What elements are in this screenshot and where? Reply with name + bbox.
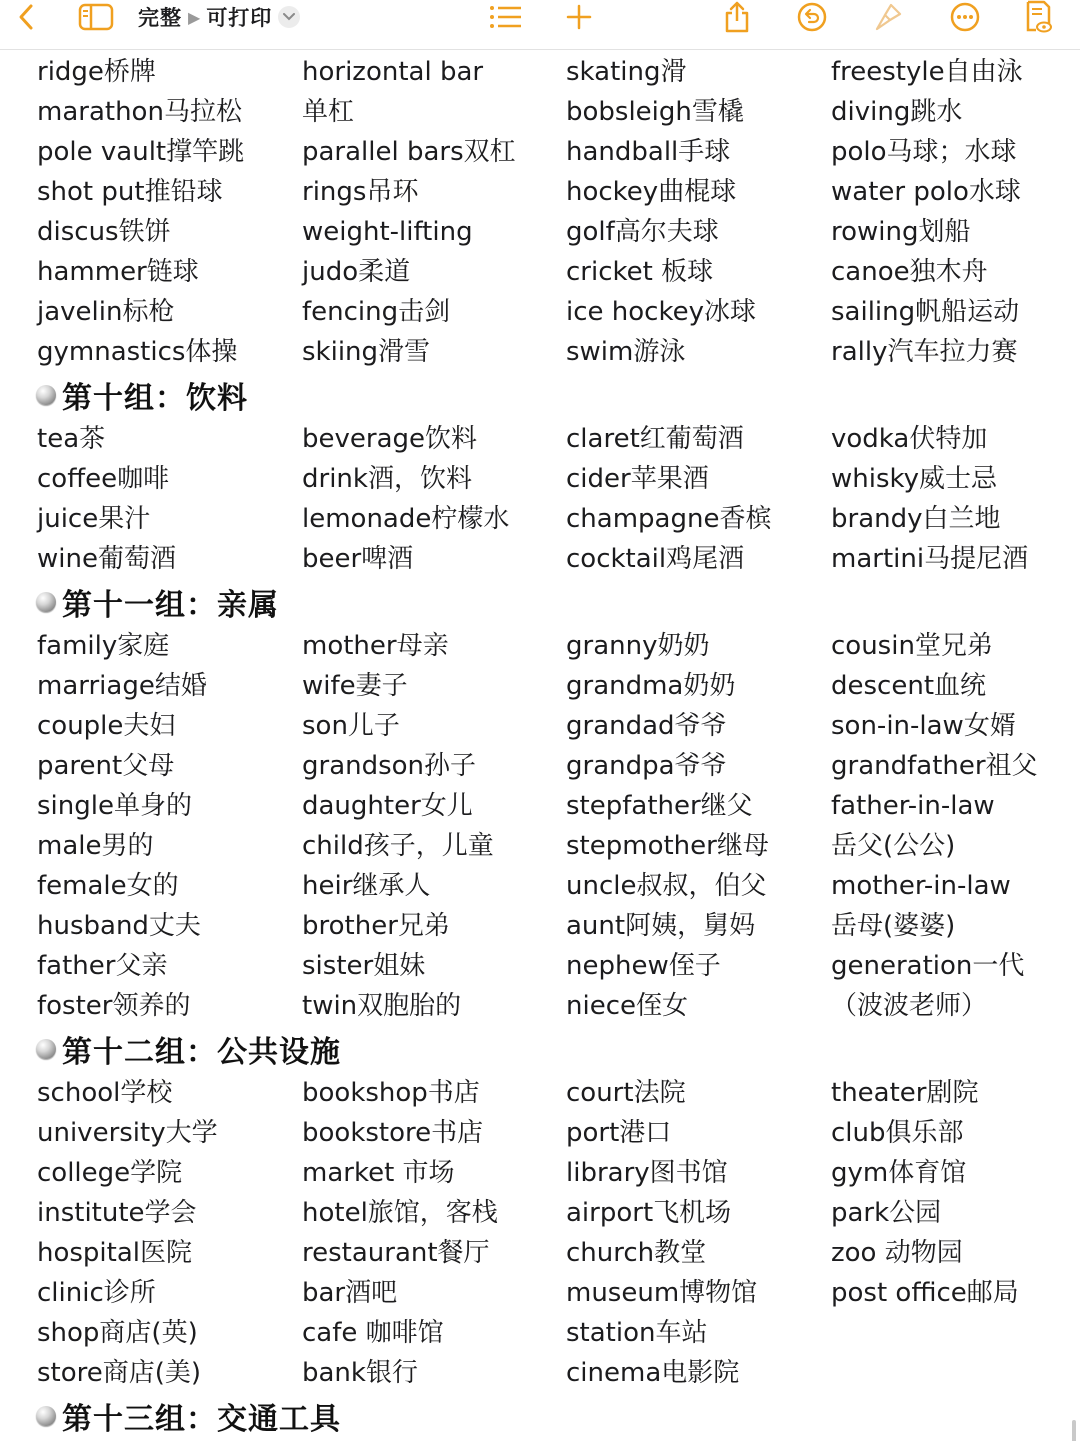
- vocab-entry: generation一代: [831, 951, 1025, 981]
- vocab-entry: husband丈夫: [37, 911, 201, 941]
- vocab-entry: father父亲: [37, 951, 168, 981]
- vocab-entry: father-in-law: [831, 791, 995, 821]
- vocab-entry: male男的: [37, 831, 154, 861]
- more-icon: [950, 2, 980, 32]
- toolbar: [0, 0, 1080, 50]
- vocab-entry: 单杠: [302, 97, 355, 127]
- vocab-entry: marriage结婚: [37, 671, 207, 701]
- vocab-entry: rings吊环: [302, 177, 419, 207]
- vocab-entry: horizontal bar: [302, 57, 484, 87]
- vocab-entry: theater剧院: [831, 1078, 979, 1108]
- vocab-entry: swim游泳: [566, 337, 686, 367]
- vocab-entry: child孩子，儿童: [302, 831, 494, 861]
- vocab-entry: whisky威士忌: [831, 464, 998, 494]
- vocab-entry: canoe独木舟: [831, 257, 988, 287]
- back-icon: [17, 3, 35, 31]
- vocab-entry: church教堂: [566, 1238, 707, 1268]
- vocab-entry: sailing帆船运动: [831, 297, 1020, 327]
- vocab-entry: college学院: [37, 1158, 183, 1188]
- vocab-entry: court法院: [566, 1078, 686, 1108]
- vocab-entry: grandad爷爷: [566, 711, 727, 741]
- vocab-entry: martini马提尼酒: [831, 544, 1029, 574]
- vocab-entry: nephew侄子: [566, 951, 721, 981]
- vocab-entry: 岳父(公公): [831, 831, 956, 861]
- vocab-entry: cricket 板球: [566, 257, 714, 287]
- vocab-entry: grandpa爷爷: [566, 751, 727, 781]
- vocab-entry: stepfather继父: [566, 791, 753, 821]
- vocab-entry: handball手球: [566, 137, 731, 167]
- share-icon: [723, 1, 751, 33]
- vocab-entry: marathon马拉松: [37, 97, 242, 127]
- vocab-entry: sister姐妹: [302, 951, 426, 981]
- vocab-entry: store商店(美): [37, 1358, 202, 1388]
- document-body[interactable]: [0, 50, 1080, 1441]
- vocab-entry: 岳母(婆婆): [831, 911, 956, 941]
- vocab-entry: judo柔道: [302, 257, 411, 287]
- vocab-entry: university大学: [37, 1118, 218, 1148]
- vocab-entry: vodka伏特加: [831, 424, 988, 454]
- vocab-entry: parallel bars双杠: [302, 137, 516, 167]
- section-heading: [36, 579, 279, 625]
- vocab-entry: couple夫妇: [37, 711, 176, 741]
- vocab-entry: gymnastics体操: [37, 337, 238, 367]
- vocab-entry: daughter女儿: [302, 791, 473, 821]
- title-menu-button[interactable]: [278, 6, 300, 28]
- vocab-entry: skiing滑雪: [302, 337, 431, 367]
- title-text: 完整: [138, 6, 182, 30]
- vocab-entry: discus铁饼: [37, 217, 171, 247]
- vocab-entry: market 市场: [302, 1158, 455, 1188]
- vocab-entry: skating滑: [566, 57, 687, 87]
- vocab-entry: gym体育馆: [831, 1158, 967, 1188]
- view-options-button[interactable]: [1022, 0, 1054, 34]
- vocab-entry: bookstore书店: [302, 1118, 484, 1148]
- vocab-entry: descent血统: [831, 671, 987, 701]
- section-heading-text: 第十组：饮料: [62, 381, 248, 416]
- vocab-entry: grandma奶奶: [566, 671, 736, 701]
- add-button[interactable]: [563, 0, 595, 34]
- vocab-entry: freestyle自由泳: [831, 57, 1023, 87]
- view-options-icon: [1024, 0, 1052, 34]
- chevron-down-icon: [283, 13, 295, 21]
- section-heading-text: 第十二组：公共设施: [62, 1035, 341, 1070]
- bullet-icon: [36, 592, 56, 612]
- list-button[interactable]: [486, 0, 526, 34]
- vocab-entry: juice果汁: [37, 504, 151, 534]
- section-heading: [36, 1393, 341, 1439]
- vocab-entry: clinic诊所: [37, 1278, 156, 1308]
- vocab-entry: bobsleigh雪橇: [566, 97, 744, 127]
- vocab-entry: cider苹果酒: [566, 464, 709, 494]
- vocab-entry: beverage饮料: [302, 424, 478, 454]
- vocab-entry: cinema电影院: [566, 1358, 740, 1388]
- vocab-entry: parent父母: [37, 751, 175, 781]
- title-glyph: ▶: [188, 7, 201, 27]
- vocab-entry: water polo水球: [831, 177, 1021, 207]
- vocab-entry: zoo 动物园: [831, 1238, 963, 1268]
- vocab-entry: school学校: [37, 1078, 173, 1108]
- vocab-entry: heir继承人: [302, 871, 431, 901]
- sidebar-icon: [78, 3, 114, 31]
- bullet-icon: [36, 1039, 56, 1059]
- vocab-entry: son-in-law女婿: [831, 711, 1016, 741]
- vocab-entry: rally汽车拉力赛: [831, 337, 1018, 367]
- vocab-entry: bookshop书店: [302, 1078, 480, 1108]
- vocab-entry: drink酒，饮料: [302, 464, 472, 494]
- bullet-icon: [36, 385, 56, 405]
- vocab-entry: single单身的: [37, 791, 192, 821]
- vocab-entry: beer啤酒: [302, 544, 414, 574]
- share-button[interactable]: [720, 0, 754, 34]
- undo-button[interactable]: [794, 0, 830, 34]
- sidebar-button[interactable]: [76, 0, 116, 34]
- vocab-entry: foster领养的: [37, 991, 191, 1021]
- vocab-entry: javelin标枪: [37, 297, 175, 327]
- vocab-entry: aunt阿姨，舅妈: [566, 911, 756, 941]
- vocab-entry: granny奶奶: [566, 631, 710, 661]
- vocab-entry: hammer链球: [37, 257, 199, 287]
- plus-icon: [566, 4, 592, 30]
- vocab-entry: rowing划船: [831, 217, 971, 247]
- vocab-entry: bar酒吧: [302, 1278, 398, 1308]
- vocab-entry: cocktail鸡尾酒: [566, 544, 745, 574]
- bullet-icon: [36, 1406, 56, 1426]
- vocab-entry: golf高尔夫球: [566, 217, 719, 247]
- vocab-entry: cafe 咖啡馆: [302, 1318, 444, 1348]
- more-button[interactable]: [947, 0, 983, 34]
- undo-icon: [797, 2, 827, 32]
- vocab-entry: post office邮局: [831, 1278, 1019, 1308]
- vocab-entry: female女的: [37, 871, 179, 901]
- section-heading-text: 第十一组：亲属: [62, 588, 279, 623]
- vocab-entry: coffee咖啡: [37, 464, 170, 494]
- vocab-entry: park公园: [831, 1198, 942, 1228]
- vocab-entry: lemonade柠檬水: [302, 504, 510, 534]
- vocab-entry: niece侄女: [566, 991, 688, 1021]
- vocab-entry: cousin堂兄弟: [831, 631, 993, 661]
- brush-button[interactable]: [870, 0, 906, 34]
- vocab-entry: hospital医院: [37, 1238, 193, 1268]
- vocab-entry: uncle叔叔，伯父: [566, 871, 767, 901]
- vocab-entry: brother兄弟: [302, 911, 450, 941]
- vocab-entry: pole vault撑竿跳: [37, 137, 245, 167]
- vocab-entry: restaurant餐厅: [302, 1238, 490, 1268]
- vocab-entry: （波波老师）: [831, 991, 988, 1021]
- vocab-entry: library图书馆: [566, 1158, 728, 1188]
- vocab-entry: champagne香槟: [566, 504, 772, 534]
- vocab-entry: hockey曲棍球: [566, 177, 737, 207]
- vocab-entry: bank银行: [302, 1358, 418, 1388]
- vocab-entry: ridge桥牌: [37, 57, 156, 87]
- list-icon: [489, 4, 523, 30]
- vocab-entry: tea茶: [37, 424, 106, 454]
- vocab-entry: mother母亲: [302, 631, 449, 661]
- vocab-entry: grandson孙子: [302, 751, 477, 781]
- vocab-entry: ice hockey冰球: [566, 297, 756, 327]
- brush-icon: [873, 2, 903, 32]
- vocab-entry: twin双胞胎的: [302, 991, 462, 1021]
- vocab-entry: shop商店(英): [37, 1318, 198, 1348]
- vocab-entry: mother-in-law: [831, 871, 1011, 901]
- section-heading-text: 第十三组：交通工具: [62, 1402, 341, 1437]
- title-suffix: 可打印: [206, 6, 273, 30]
- back-button[interactable]: [10, 0, 42, 34]
- vocab-entry: shot put推铅球: [37, 177, 223, 207]
- document-title[interactable]: [138, 2, 300, 32]
- vocab-entry: hotel旅馆，客栈: [302, 1198, 498, 1228]
- vocab-entry: grandfather祖父: [831, 751, 1038, 781]
- vocab-entry: institute学会: [37, 1198, 197, 1228]
- vocab-entry: fencing击剑: [302, 297, 451, 327]
- vocab-entry: airport飞机场: [566, 1198, 732, 1228]
- vocab-entry: weight-lifting: [302, 217, 473, 247]
- section-heading: [36, 1026, 341, 1072]
- vocab-entry: port港口: [566, 1118, 672, 1148]
- vocab-entry: diving跳水: [831, 97, 963, 127]
- scrollbar[interactable]: [1072, 1420, 1076, 1441]
- vocab-entry: family家庭: [37, 631, 170, 661]
- vocab-entry: station车站: [566, 1318, 708, 1348]
- vocab-entry: club俱乐部: [831, 1118, 964, 1148]
- vocab-entry: polo马球；水球: [831, 137, 1017, 167]
- vocab-entry: claret红葡萄酒: [566, 424, 744, 454]
- vocab-entry: brandy白兰地: [831, 504, 1001, 534]
- vocab-entry: son儿子: [302, 711, 400, 741]
- section-heading: [36, 372, 248, 418]
- vocab-entry: wine葡萄酒: [37, 544, 176, 574]
- vocab-entry: stepmother继母: [566, 831, 769, 861]
- vocab-entry: museum博物馆: [566, 1278, 758, 1308]
- vocab-entry: wife妻子: [302, 671, 408, 701]
